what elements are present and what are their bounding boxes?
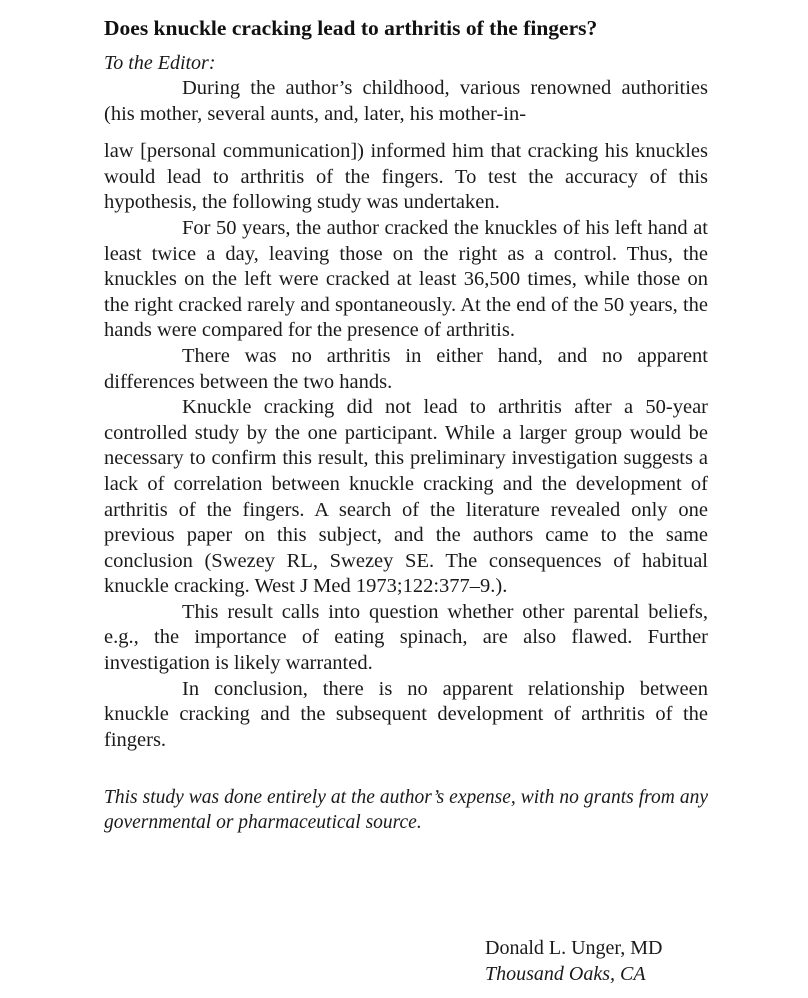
paragraph-4: Knuckle cracking did not lead to arthritis after a 50-year controlled study by the one participant. While a larger group would be necessary to confirm this result, this preliminary investigation suggests a lack of correlation between knuckle cracking and the development of arthritis of the fingers. A search of the literature revealed only one previous paper on this subject, and the authors came to the same conclusion (Swezey RL, Swezey SE. The consequences of habitual knuckle cracking. West J Med 1973;122:377–9.). <box>104 396 708 598</box>
author-location: Thousand Oaks, CA <box>485 963 646 985</box>
spacer <box>104 127 708 139</box>
funding-note: This study was done entirely at the author’s expense, with no grants from any governmental or pharmaceutical source. <box>104 787 708 834</box>
signature-block <box>485 935 663 987</box>
paragraph-1a: During the author’s childhood, various renowned authorities (his mother, several aunts, and, later, his mother-in- <box>104 77 708 125</box>
paragraph-6: In conclusion, there is no apparent relationship between knuckle cracking and the subsequent development of arthritis of the fingers. <box>104 677 708 751</box>
letter-title: Does knuckle cracking lead to arthritis of the fingers? <box>104 16 598 40</box>
paragraph-2: For 50 years, the author cracked the knuckles of his left hand at least twice a day, leaving those on the right as a control. Thus, the knuckles on the left were cracked at least 36,500 times, while those on the right cracked rarely and spontaneously. At the end of the 50 years, the hands were compared for the presence of arthritis. <box>104 216 708 342</box>
paragraph-3: There was no arthritis in either hand, and no apparent differences between the two hands. <box>104 344 708 393</box>
paragraph-5: This result calls into question whether other parental beliefs, e.g., the importance of eating spinach, are also flawed. Further investigation is likely warranted. <box>104 600 708 675</box>
author-name: Donald L. Unger, MD <box>485 937 663 959</box>
letter-body <box>104 76 708 753</box>
paragraph-1b: law [personal communication]) informed him that cracking his knuckles would lead to arthritis of the fingers. To test the accuracy of this hypothesis, the following study was undertaken. <box>104 140 708 214</box>
salutation: To the Editor: <box>104 52 216 74</box>
letter-page <box>104 14 708 855</box>
